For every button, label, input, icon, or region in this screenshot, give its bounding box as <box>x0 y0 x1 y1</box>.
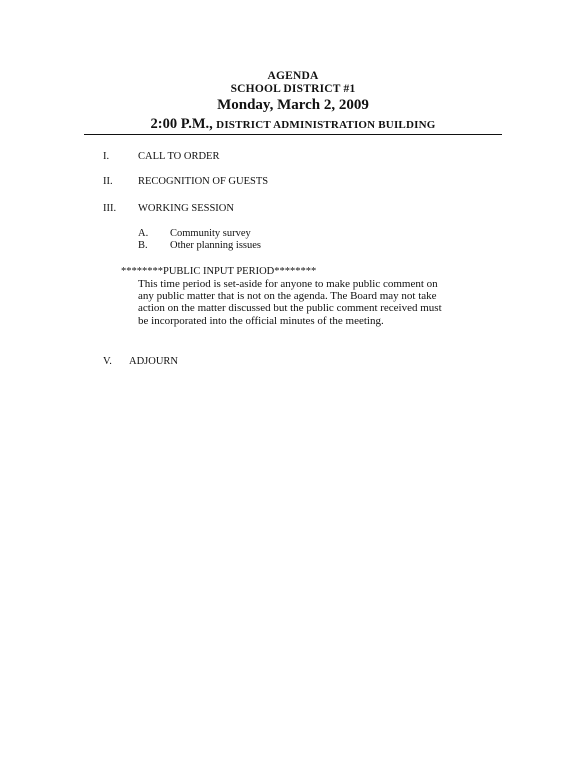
public-input-heading: ********PUBLIC INPUT PERIOD******** <box>121 266 317 277</box>
item-numeral: II. <box>103 176 113 187</box>
agenda-header <box>84 70 502 134</box>
item-numeral: I. <box>103 151 110 162</box>
subitem-letter: B. <box>138 240 148 251</box>
item-recognition-of-guests: RECOGNITION OF GUESTS <box>138 176 269 187</box>
district-name: SCHOOL DISTRICT #1 <box>230 83 356 95</box>
header-divider <box>84 134 502 135</box>
public-input-line: This time period is set-aside for anyone to make public comment on <box>138 278 438 290</box>
public-input-line: be incorporated into the official minutes of the meeting. <box>138 314 384 327</box>
public-input-description <box>138 278 498 327</box>
subitem-community-survey: Community survey <box>170 228 251 239</box>
subitem-other-planning-issues: Other planning issues <box>170 240 261 251</box>
item-adjourn: ADJOURN <box>129 356 179 367</box>
agenda-title: AGENDA <box>267 70 319 82</box>
item-numeral: V. <box>103 356 112 367</box>
meeting-date: Monday, March 2, 2009 <box>217 97 369 113</box>
meeting-time: 2:00 P.M., <box>150 116 213 132</box>
public-input-line: action on the matter discussed but the public comment received must <box>138 302 442 315</box>
meeting-location: DISTRICT ADMINISTRATION BUILDING <box>216 119 436 131</box>
item-working-session: WORKING SESSION <box>138 203 234 214</box>
item-call-to-order: CALL TO ORDER <box>138 151 220 162</box>
public-input-line: any public matter that is not on the agenda. The Board may not take <box>138 290 437 303</box>
item-numeral: III. <box>103 203 117 214</box>
subitem-letter: A. <box>138 228 149 239</box>
meeting-time-location <box>84 115 502 134</box>
